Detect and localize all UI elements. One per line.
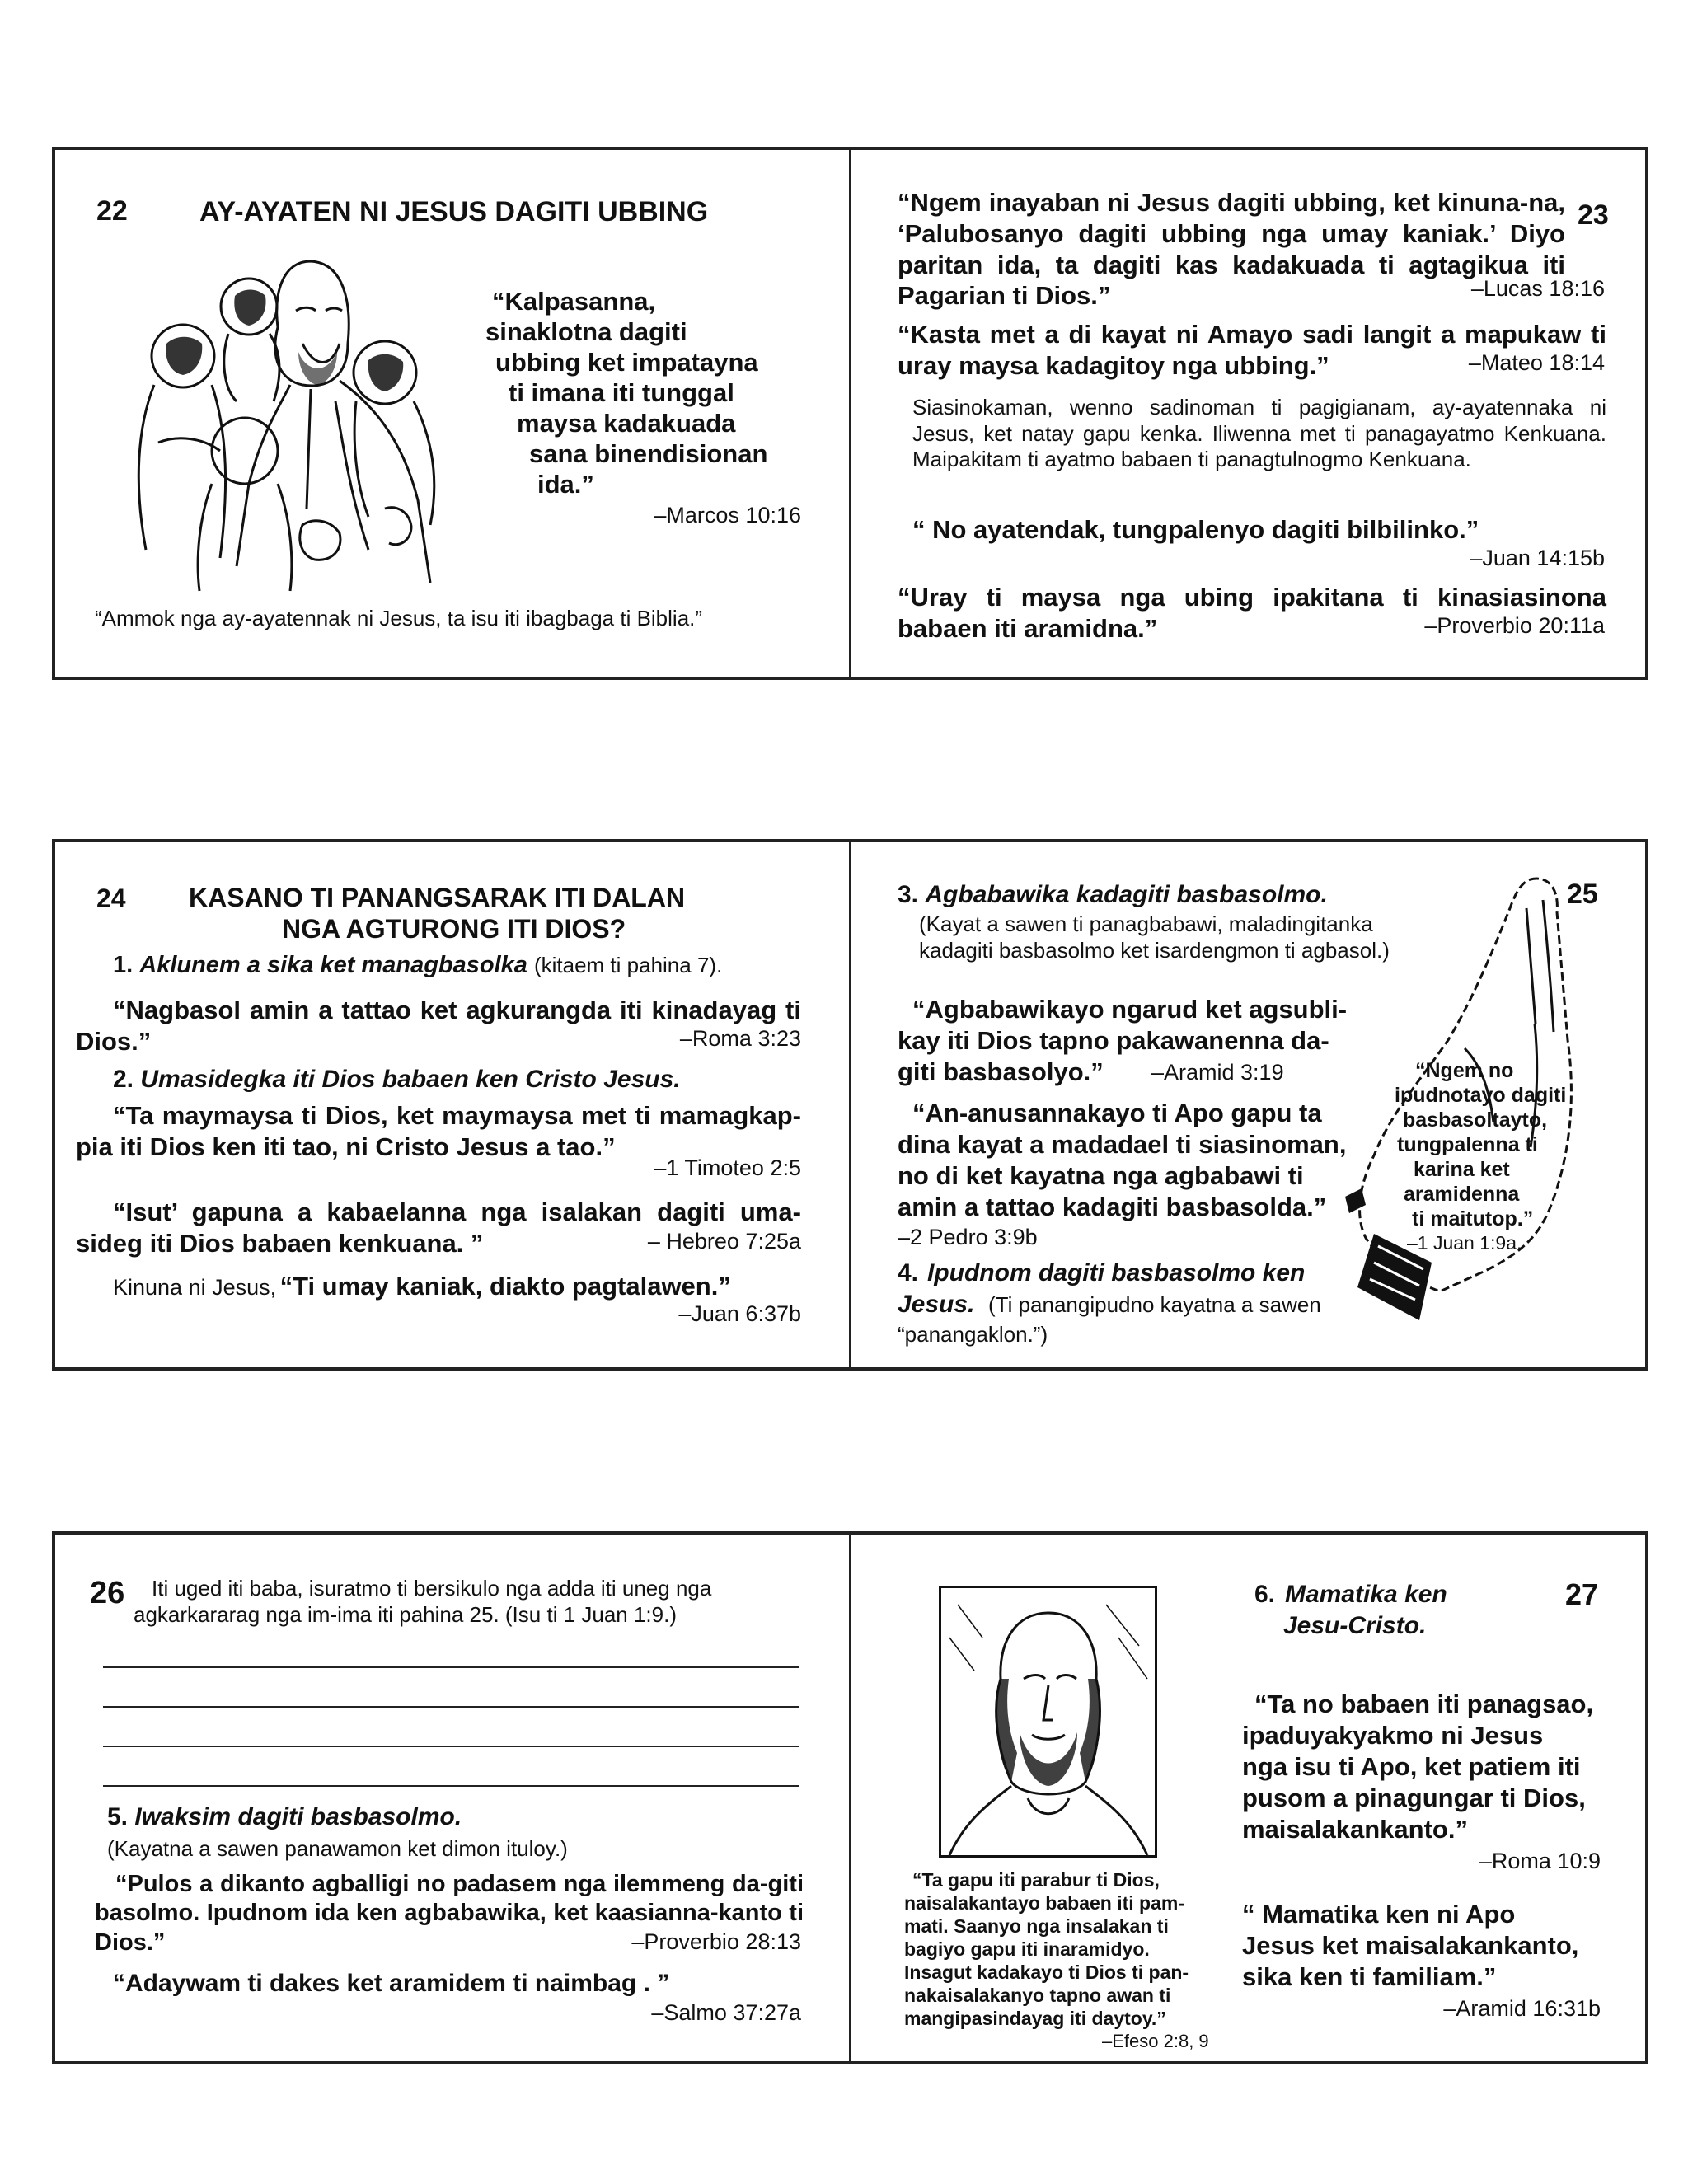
scripture-reference: –Aramid 3:19 — [1151, 1060, 1284, 1085]
paragraph: Siasinokaman, wenno sadinoman ti pagigianam, ay-ayatennaka ni Jesus, ket natay gapu kenka. Iliwenna met ti panagayatmo Kenkuana. Maipakitam ti ayatmo babaen ti panagtulnogmo Kenkuana. — [912, 395, 1606, 472]
scripture-reference: –Mateo 18:14 — [1468, 350, 1605, 375]
quote-line: maysa kadakuada — [517, 409, 736, 438]
quote-line: “Ngem no — [1415, 1059, 1514, 1082]
quote-juan-block — [113, 1271, 731, 1302]
step-text: Mamatika ken — [1285, 1581, 1447, 1608]
page-number: 27 — [1565, 1577, 1599, 1611]
quote-line: basbasoltayto, — [1403, 1108, 1548, 1132]
scripture-reference: –Salmo 37:27a — [651, 2000, 801, 2025]
quote-line: bagiyo gapu iti inaramidyo. — [904, 1938, 1150, 1960]
scripture-reference: –Efeso 2:8, 9 — [1102, 2031, 1209, 2051]
scripture-reference: – Hebreo 7:25a — [647, 1229, 801, 1254]
spread-divider — [849, 150, 851, 677]
step-text: Jesus. — [898, 1291, 975, 1318]
quote-line: “Ta no babaen iti panagsao, — [1254, 1690, 1594, 1718]
scripture-reference: –Lucas 18:16 — [1470, 276, 1605, 301]
quote-line: ubbing ket impatayna — [495, 348, 758, 377]
quote-line: “Ta gapu iti parabur ti Dios, — [912, 1869, 1160, 1891]
quote-line: dina kayat a madadael ti siasinoman, — [898, 1130, 1347, 1159]
quote-line: ipaduyakyakmo ni Jesus — [1242, 1721, 1544, 1750]
booklet-spread-3 — [52, 1531, 1648, 2064]
quote-line: Jesus ket maisalakankanto, — [1242, 1931, 1579, 1960]
writing-line[interactable] — [103, 1746, 799, 1747]
quote-line: maisalakankanto.” — [1242, 1815, 1468, 1844]
quote-line: Insagut kadakayo ti Dios ti pan- — [904, 1961, 1189, 1983]
booklet-spread-1 — [52, 147, 1648, 680]
quote-line: giti basbasolyo.” — [898, 1057, 1104, 1086]
quote-roma: “Nagbasol amin a tattao ket agkurangda iti kinadayag ti Dios.” — [76, 996, 801, 1056]
page-number: 23 — [1578, 199, 1609, 231]
step-text: Agbabawika kadagiti basbasolmo. — [925, 881, 1328, 908]
step-1 — [113, 951, 722, 980]
step-number: 4. — [898, 1259, 919, 1286]
step-number: 3. — [898, 881, 919, 908]
quote-line: sana binendisionan — [529, 439, 768, 468]
quote-line: sika ken ti familiam.” — [1242, 1962, 1497, 1991]
jesus-portrait-illustration — [939, 1586, 1157, 1858]
spread-divider — [849, 842, 851, 1367]
booklet-spread-2 — [52, 839, 1648, 1371]
quote-line: ti maitutop.” — [1412, 1207, 1534, 1230]
quote-proverbio: “Uray ti maysa nga ubing ipakitana ti kinasiasinona babaen iti aramidna.” — [898, 583, 1606, 643]
quote-lucas: “Ngem inayaban ni Jesus dagiti ubbing, ket kinuna-na, ‘Palubosanyo dagiti ubbing nga umay kaniak.’ Diyo paritan ida, ta dagiti kas kadakuada ti agtagikua iti Pagarian ti Dios.” — [898, 188, 1565, 311]
quote-intro: Kinuna ni Jesus, — [113, 1275, 277, 1300]
quote-line: mati. Saanyo nga insalakan ti — [904, 1915, 1169, 1937]
page-number: 25 — [1564, 879, 1601, 911]
quote-juan: “ No ayatendak, tungpalenyo dagiti bilbilinko.” — [912, 515, 1479, 544]
quote-line: “Agbabawikayo ngarud ket agsubli- — [912, 995, 1348, 1024]
step-3 — [898, 880, 1328, 911]
step-note: (kitaem ti pahina 7). — [533, 953, 723, 977]
step-note: (Ti panangipudno kayatna a sawen — [988, 1292, 1321, 1317]
quote-line: kay iti Dios tapno pakawanenna da- — [898, 1026, 1329, 1055]
quote-juan: “Ti umay kaniak, diakto pagtalawen.” — [279, 1272, 731, 1301]
quote-proverbio: “Pulos a dikanto agballigi no padasem nga ilemmeng da-giti basolmo. Ipudnom ida ken agbabawika, ket kaasianna-kanto ti Dios.” — [95, 1871, 804, 1956]
step-text: Umasidegka iti Dios babaen ken Cristo Jesus. — [140, 1066, 681, 1093]
quote-line: no di ket kayatna nga agbabawi ti — [898, 1161, 1304, 1190]
quote-line: naisalakantayo babaen iti pam- — [904, 1892, 1185, 1914]
step-text: Iwaksim dagiti basbasolmo. — [134, 1803, 462, 1830]
quote-mateo: “Kasta met a di kayat ni Amayo sadi langit a mapukaw ti uray maysa kadagitoy nga ubbing.” — [898, 320, 1606, 380]
quote-line: amin a tattao kadagiti basbasolda.” — [898, 1193, 1327, 1221]
spread-divider — [849, 1535, 851, 2061]
scripture-reference: –Marcos 10:16 — [654, 503, 801, 527]
quote-line: nga isu ti Apo, ket patiem iti — [1242, 1752, 1581, 1781]
scripture-reference: –Aramid 16:31b — [1443, 1996, 1601, 2021]
quote-hebreo: “Isut’ gapuna a kabaelanna nga isalakan dagiti uma-sideg iti Dios babaen kenkuana. ” — [76, 1197, 801, 1258]
step-text: Ipudnom dagiti basbasolmo ken — [927, 1259, 1306, 1286]
step-number: 2. — [113, 1066, 134, 1093]
step-number: 5. — [107, 1803, 129, 1830]
quote-line: ipudnotayo dagiti — [1395, 1084, 1567, 1107]
jesus-with-children-illustration — [105, 237, 484, 599]
page-title-line: KASANO TI PANANGSARAK ITI DALAN — [189, 883, 686, 912]
scripture-reference: –1 Timoteo 2:5 — [654, 1155, 801, 1180]
quote-line: sinaklotna dagiti — [485, 317, 687, 346]
quote-line: ti imana iti tunggal — [509, 378, 734, 407]
quote-line: aramidenna — [1404, 1183, 1520, 1206]
writing-line[interactable] — [103, 1706, 799, 1708]
quote-line: nakaisalakanyo tapno awan ti — [904, 1985, 1171, 2006]
quote-line: “Kalpasanna, — [492, 287, 656, 316]
scripture-reference: –Juan 14:15b — [1470, 546, 1605, 570]
step-note: “panangaklon.”) — [898, 1322, 1048, 1347]
step-note: (Kayat a sawen ti panagbabawi, maladingitanka kadagiti basbasolmo ket isardengmon ti agbasol.) — [919, 912, 1390, 963]
quote-line: karina ket — [1414, 1158, 1510, 1181]
quote-line: tungpalenna ti — [1397, 1133, 1538, 1156]
step-5 — [107, 1802, 462, 1833]
scripture-reference: –2 Pedro 3:9b — [898, 1225, 1038, 1249]
step-text: Jesu-Cristo. — [1283, 1612, 1427, 1639]
quote-timoteo: “Ta maymaysa ti Dios, ket maymaysa met ti mamagkap-pia iti Dios ken iti tao, ni Cristo Jesus a tao.” — [76, 1101, 801, 1161]
writing-line[interactable] — [103, 1785, 799, 1787]
page-number: 22 — [96, 195, 128, 227]
scripture-reference: –Juan 6:37b — [678, 1301, 801, 1326]
page-title-line: NGA AGTURONG ITI DIOS? — [282, 914, 626, 944]
step-number: 1. — [113, 952, 134, 978]
step-number: 6. — [1254, 1581, 1276, 1608]
scripture-reference: –Roma 10:9 — [1479, 1849, 1601, 1873]
scripture-reference: –Proverbio 20:11a — [1424, 613, 1605, 638]
writing-line[interactable] — [103, 1666, 799, 1668]
page-number: 24 — [96, 883, 126, 913]
scripture-reference: –1 Juan 1:9a. — [1407, 1232, 1522, 1254]
step-note: (Kayatna a sawen panawamon ket dimon ituloy.) — [107, 1836, 568, 1861]
scripture-reference: –Roma 3:23 — [679, 1026, 801, 1051]
quote-line: mangipasindayag iti daytoy.” — [904, 2008, 1166, 2029]
caption: “Ammok nga ay-ayatennak ni Jesus, ta isu iti ibagbaga ti Biblia.” — [95, 606, 703, 630]
quote-line: “ Mamatika ken ni Apo — [1242, 1900, 1516, 1929]
quote-line: “An-anusannakayo ti Apo gapu ta — [912, 1099, 1322, 1127]
scripture-reference: –Proverbio 28:13 — [631, 1929, 801, 1954]
page-title: AY-AYATEN NI JESUS DAGITI UBBING — [199, 196, 709, 227]
quote-salmo: “Adaywam ti dakes ket aramidem ti naimbag . ” — [113, 1970, 670, 1997]
step-2 — [113, 1065, 681, 1095]
page-number: 26 — [90, 1576, 125, 1610]
quote-line: ida.” — [537, 470, 594, 499]
instruction: Iti uged iti baba, isuratmo ti bersikulo nga adda iti uneg nga agkarkararag nga im-ima iti pahina 25. (Isu ti 1 Juan 1:9.) — [134, 1576, 712, 1627]
step-text: Aklunem a sika ket managbasolka — [139, 952, 528, 978]
quote-line: pusom a pinagungar ti Dios, — [1242, 1783, 1586, 1812]
